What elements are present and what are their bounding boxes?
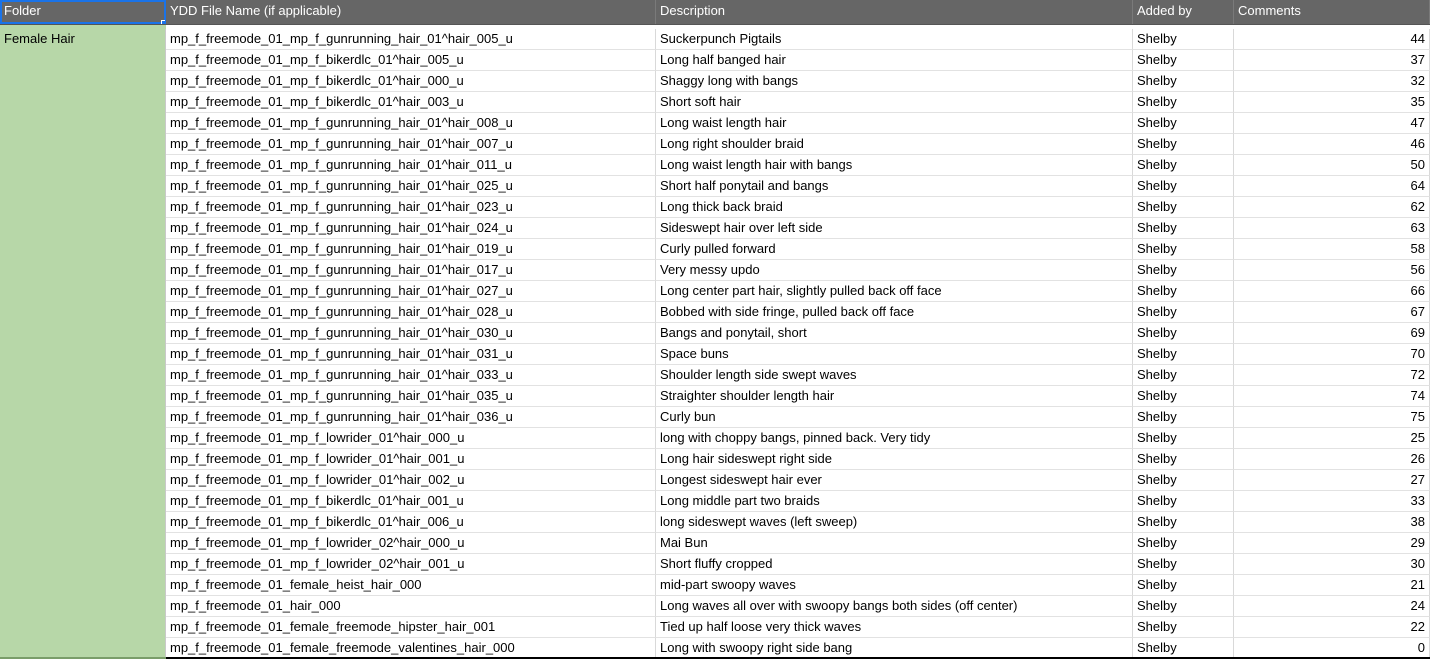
added-by-cell[interactable]: Shelby (1133, 113, 1234, 134)
header-description[interactable]: Description (656, 0, 1133, 24)
description-cell[interactable]: Long thick back braid (656, 197, 1133, 218)
file-name-cell[interactable]: mp_f_freemode_01_mp_f_lowrider_01^hair_000_u (166, 428, 656, 449)
folder-cell[interactable] (0, 596, 166, 617)
folder-cell[interactable] (0, 344, 166, 365)
description-cell[interactable]: Shoulder length side swept waves (656, 365, 1133, 386)
description-cell[interactable]: Short fluffy cropped (656, 554, 1133, 575)
folder-cell[interactable] (0, 533, 166, 554)
description-cell[interactable]: Long half banged hair (656, 50, 1133, 71)
table-row (0, 344, 1430, 365)
added-by-cell[interactable]: Shelby (1133, 134, 1234, 155)
table-row (0, 638, 1430, 659)
table-row (0, 197, 1430, 218)
comments-cell[interactable]: 25 (1234, 428, 1430, 449)
table-row (0, 134, 1430, 155)
header-comments[interactable]: Comments (1234, 0, 1430, 24)
table-row (0, 113, 1430, 134)
table-row (0, 50, 1430, 71)
folder-cell[interactable] (0, 386, 166, 407)
folder-cell[interactable] (0, 134, 166, 155)
table-row (0, 596, 1430, 617)
comments-cell[interactable]: 69 (1234, 323, 1430, 344)
folder-cell[interactable] (0, 491, 166, 512)
header-folder[interactable]: Folder (0, 0, 166, 24)
added-by-cell[interactable]: Shelby (1133, 50, 1234, 71)
folder-cell[interactable] (0, 260, 166, 281)
table-row (0, 617, 1430, 638)
folder-cell[interactable] (0, 428, 166, 449)
description-cell[interactable]: Long with swoopy right side bang (656, 638, 1133, 659)
file-name-cell[interactable]: mp_f_freemode_01_mp_f_gunrunning_hair_01^hair_031_u (166, 344, 656, 365)
description-cell[interactable]: Space buns (656, 344, 1133, 365)
comments-cell[interactable]: 72 (1234, 365, 1430, 386)
added-by-cell[interactable]: Shelby (1133, 218, 1234, 239)
added-by-cell[interactable]: Shelby (1133, 638, 1234, 659)
comments-cell[interactable]: 32 (1234, 71, 1430, 92)
table-row (0, 92, 1430, 113)
added-by-cell[interactable]: Shelby (1133, 554, 1234, 575)
folder-cell[interactable] (0, 239, 166, 260)
description-cell[interactable]: Long center part hair, slightly pulled back off face (656, 281, 1133, 302)
description-cell[interactable]: Bangs and ponytail, short (656, 323, 1133, 344)
comments-cell[interactable]: 30 (1234, 554, 1430, 575)
description-cell[interactable]: Tied up half loose very thick waves (656, 617, 1133, 638)
folder-cell[interactable] (0, 470, 166, 491)
comments-cell[interactable]: 70 (1234, 344, 1430, 365)
comments-cell[interactable]: 66 (1234, 281, 1430, 302)
comments-cell[interactable]: 27 (1234, 470, 1430, 491)
comments-cell[interactable]: 67 (1234, 302, 1430, 323)
comments-cell[interactable]: 37 (1234, 50, 1430, 71)
table-row (0, 386, 1430, 407)
table-row (0, 365, 1430, 386)
added-by-cell[interactable]: Shelby (1133, 155, 1234, 176)
description-cell[interactable]: Short half ponytail and bangs (656, 176, 1133, 197)
description-cell[interactable]: mid-part swoopy waves (656, 575, 1133, 596)
file-name-cell[interactable]: mp_f_freemode_01_mp_f_bikerdlc_01^hair_003_u (166, 92, 656, 113)
description-cell[interactable]: Long waist length hair (656, 113, 1133, 134)
file-name-cell[interactable]: mp_f_freemode_01_mp_f_bikerdlc_01^hair_000_u (166, 71, 656, 92)
added-by-cell[interactable]: Shelby (1133, 323, 1234, 344)
table-row (0, 449, 1430, 470)
comments-cell[interactable]: 74 (1234, 386, 1430, 407)
added-by-cell[interactable]: Shelby (1133, 302, 1234, 323)
comments-cell[interactable]: 64 (1234, 176, 1430, 197)
file-name-cell[interactable]: mp_f_freemode_01_mp_f_gunrunning_hair_01^hair_011_u (166, 155, 656, 176)
file-name-cell[interactable]: mp_f_freemode_01_female_freemode_valentines_hair_000 (166, 638, 656, 659)
comments-cell[interactable]: 0 (1234, 638, 1430, 659)
folder-cell[interactable] (0, 617, 166, 638)
description-cell[interactable]: Long right shoulder braid (656, 134, 1133, 155)
bottom-border (166, 657, 1430, 659)
table-body (0, 29, 1430, 659)
folder-cell[interactable] (0, 50, 166, 71)
folder-cell[interactable] (0, 638, 166, 659)
comments-cell[interactable]: 35 (1234, 92, 1430, 113)
file-name-cell[interactable]: mp_f_freemode_01_mp_f_gunrunning_hair_01^hair_030_u (166, 323, 656, 344)
table-row (0, 155, 1430, 176)
file-name-cell[interactable]: mp_f_freemode_01_female_heist_hair_000 (166, 575, 656, 596)
table-row (0, 239, 1430, 260)
comments-cell[interactable]: 47 (1234, 113, 1430, 134)
table-row (0, 176, 1430, 197)
table-row (0, 218, 1430, 239)
description-cell[interactable]: Curly pulled forward (656, 239, 1133, 260)
folder-cell[interactable] (0, 512, 166, 533)
folder-cell[interactable] (0, 218, 166, 239)
file-name-cell[interactable]: mp_f_freemode_01_mp_f_gunrunning_hair_01^hair_035_u (166, 386, 656, 407)
table-row (0, 512, 1430, 533)
table-row (0, 575, 1430, 596)
description-cell[interactable]: Short soft hair (656, 92, 1133, 113)
header-file-name[interactable]: YDD File Name (if applicable) (166, 0, 656, 24)
comments-cell[interactable]: 24 (1234, 596, 1430, 617)
comments-cell[interactable]: 33 (1234, 491, 1430, 512)
table-row (0, 554, 1430, 575)
description-cell[interactable]: Bobbed with side fringe, pulled back off face (656, 302, 1133, 323)
folder-cell[interactable] (0, 197, 166, 218)
added-by-cell[interactable]: Shelby (1133, 470, 1234, 491)
folder-cell[interactable] (0, 407, 166, 428)
added-by-cell[interactable]: Shelby (1133, 617, 1234, 638)
table-row (0, 533, 1430, 554)
folder-cell[interactable] (0, 449, 166, 470)
file-name-cell[interactable]: mp_f_freemode_01_mp_f_gunrunning_hair_01^hair_017_u (166, 260, 656, 281)
folder-cell[interactable]: Female Hair (0, 29, 166, 50)
folder-cell[interactable] (0, 302, 166, 323)
table-row (0, 428, 1430, 449)
file-name-cell[interactable]: mp_f_freemode_01_mp_f_gunrunning_hair_01^hair_027_u (166, 281, 656, 302)
table-row (0, 470, 1430, 491)
file-name-cell[interactable]: mp_f_freemode_01_mp_f_gunrunning_hair_01^hair_019_u (166, 239, 656, 260)
file-name-cell[interactable]: mp_f_freemode_01_hair_000 (166, 596, 656, 617)
comments-cell[interactable]: 38 (1234, 512, 1430, 533)
description-cell[interactable]: Suckerpunch Pigtails (656, 29, 1133, 50)
table-row (0, 491, 1430, 512)
description-cell[interactable]: long with choppy bangs, pinned back. Very tidy (656, 428, 1133, 449)
table-row (0, 302, 1430, 323)
file-name-cell[interactable]: mp_f_freemode_01_mp_f_gunrunning_hair_01^hair_008_u (166, 113, 656, 134)
description-cell[interactable]: Long hair sideswept right side (656, 449, 1133, 470)
added-by-cell[interactable]: Shelby (1133, 365, 1234, 386)
description-cell[interactable]: long sideswept waves (left sweep) (656, 512, 1133, 533)
comments-cell[interactable]: 22 (1234, 617, 1430, 638)
file-name-cell[interactable]: mp_f_freemode_01_female_freemode_hipster_hair_001 (166, 617, 656, 638)
header-row (0, 0, 1430, 25)
added-by-cell[interactable]: Shelby (1133, 512, 1234, 533)
file-name-cell[interactable]: mp_f_freemode_01_mp_f_gunrunning_hair_01^hair_036_u (166, 407, 656, 428)
added-by-cell[interactable]: Shelby (1133, 29, 1234, 50)
comments-cell[interactable]: 46 (1234, 134, 1430, 155)
added-by-cell[interactable]: Shelby (1133, 176, 1234, 197)
folder-cell[interactable] (0, 176, 166, 197)
table-row (0, 281, 1430, 302)
description-cell[interactable]: Sideswept hair over left side (656, 218, 1133, 239)
file-name-cell[interactable]: mp_f_freemode_01_mp_f_lowrider_01^hair_001_u (166, 449, 656, 470)
folder-cell[interactable] (0, 365, 166, 386)
folder-cell[interactable] (0, 155, 166, 176)
folder-cell[interactable] (0, 554, 166, 575)
folder-cell[interactable] (0, 113, 166, 134)
description-cell[interactable]: Long waist length hair with bangs (656, 155, 1133, 176)
comments-cell[interactable]: 29 (1234, 533, 1430, 554)
comments-cell[interactable]: 44 (1234, 29, 1430, 50)
comments-cell[interactable]: 50 (1234, 155, 1430, 176)
table-row (0, 260, 1430, 281)
added-by-cell[interactable]: Shelby (1133, 197, 1234, 218)
table-row (0, 71, 1430, 92)
added-by-cell[interactable]: Shelby (1133, 260, 1234, 281)
file-name-cell[interactable]: mp_f_freemode_01_mp_f_lowrider_02^hair_000_u (166, 533, 656, 554)
comments-cell[interactable]: 21 (1234, 575, 1430, 596)
added-by-cell[interactable]: Shelby (1133, 428, 1234, 449)
folder-cell[interactable] (0, 323, 166, 344)
added-by-cell[interactable]: Shelby (1133, 491, 1234, 512)
comments-cell[interactable]: 62 (1234, 197, 1430, 218)
header-added-by[interactable]: Added by (1133, 0, 1234, 24)
added-by-cell[interactable]: Shelby (1133, 407, 1234, 428)
description-cell[interactable]: Shaggy long with bangs (656, 71, 1133, 92)
added-by-cell[interactable]: Shelby (1133, 596, 1234, 617)
description-cell[interactable]: Mai Bun (656, 533, 1133, 554)
file-name-cell[interactable]: mp_f_freemode_01_mp_f_gunrunning_hair_01^hair_033_u (166, 365, 656, 386)
file-name-cell[interactable]: mp_f_freemode_01_mp_f_bikerdlc_01^hair_001_u (166, 491, 656, 512)
table-row (0, 323, 1430, 344)
comments-cell[interactable]: 63 (1234, 218, 1430, 239)
added-by-cell[interactable]: Shelby (1133, 386, 1234, 407)
table-row (0, 407, 1430, 428)
file-name-cell[interactable]: mp_f_freemode_01_mp_f_bikerdlc_01^hair_005_u (166, 50, 656, 71)
added-by-cell[interactable]: Shelby (1133, 575, 1234, 596)
file-name-cell[interactable]: mp_f_freemode_01_mp_f_gunrunning_hair_01^hair_024_u (166, 218, 656, 239)
file-name-cell[interactable]: mp_f_freemode_01_mp_f_lowrider_02^hair_001_u (166, 554, 656, 575)
folder-cell[interactable] (0, 281, 166, 302)
folder-cell[interactable] (0, 575, 166, 596)
table-row (0, 29, 1430, 50)
comments-cell[interactable]: 58 (1234, 239, 1430, 260)
description-cell[interactable]: Curly bun (656, 407, 1133, 428)
added-by-cell[interactable]: Shelby (1133, 449, 1234, 470)
file-name-cell[interactable]: mp_f_freemode_01_mp_f_gunrunning_hair_01^hair_025_u (166, 176, 656, 197)
file-name-cell[interactable]: mp_f_freemode_01_mp_f_lowrider_01^hair_002_u (166, 470, 656, 491)
description-cell[interactable]: Straighter shoulder length hair (656, 386, 1133, 407)
comments-cell[interactable]: 56 (1234, 260, 1430, 281)
file-name-cell[interactable]: mp_f_freemode_01_mp_f_gunrunning_hair_01^hair_028_u (166, 302, 656, 323)
folder-cell[interactable] (0, 71, 166, 92)
comments-cell[interactable]: 75 (1234, 407, 1430, 428)
added-by-cell[interactable]: Shelby (1133, 239, 1234, 260)
file-name-cell[interactable]: mp_f_freemode_01_mp_f_bikerdlc_01^hair_006_u (166, 512, 656, 533)
added-by-cell[interactable]: Shelby (1133, 92, 1234, 113)
added-by-cell[interactable]: Shelby (1133, 71, 1234, 92)
comments-cell[interactable]: 26 (1234, 449, 1430, 470)
file-name-cell[interactable]: mp_f_freemode_01_mp_f_gunrunning_hair_01^hair_005_u (166, 29, 656, 50)
file-name-cell[interactable]: mp_f_freemode_01_mp_f_gunrunning_hair_01^hair_023_u (166, 197, 656, 218)
folder-cell[interactable] (0, 92, 166, 113)
description-cell[interactable]: Long middle part two braids (656, 491, 1133, 512)
description-cell[interactable]: Longest sideswept hair ever (656, 470, 1133, 491)
bottom-border-left (0, 657, 166, 659)
description-cell[interactable]: Very messy updo (656, 260, 1133, 281)
file-name-cell[interactable]: mp_f_freemode_01_mp_f_gunrunning_hair_01^hair_007_u (166, 134, 656, 155)
added-by-cell[interactable]: Shelby (1133, 281, 1234, 302)
description-cell[interactable]: Long waves all over with swoopy bangs both sides (off center) (656, 596, 1133, 617)
added-by-cell[interactable]: Shelby (1133, 533, 1234, 554)
added-by-cell[interactable]: Shelby (1133, 344, 1234, 365)
